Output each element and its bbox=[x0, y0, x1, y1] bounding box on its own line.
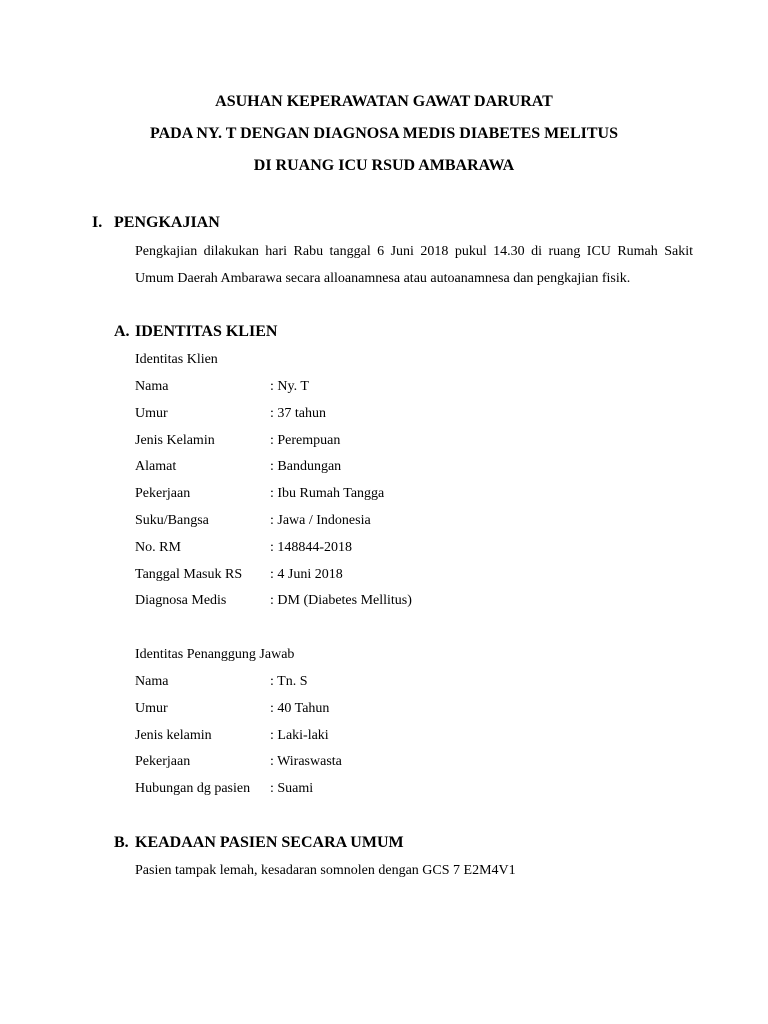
identity-label: Nama bbox=[135, 674, 169, 689]
document-title-line-1: ASUHAN KEPERAWATAN GAWAT DARURAT bbox=[215, 93, 553, 110]
identity-value: : 148844-2018 bbox=[270, 539, 353, 555]
identity-value: : Bandungan bbox=[270, 459, 342, 475]
identity-label: Umur bbox=[135, 700, 168, 716]
identity-value: : Perempuan bbox=[270, 432, 341, 448]
section-number: B. bbox=[114, 834, 129, 851]
section-keadaan-umum-heading bbox=[114, 833, 404, 853]
identity-value: : Ny. T bbox=[270, 379, 309, 394]
identity-value: : 4 Juni 2018 bbox=[270, 566, 343, 582]
section-title: PENGKAJIAN bbox=[114, 214, 220, 231]
identity-label: Nama bbox=[135, 379, 169, 394]
identity-label: Alamat bbox=[135, 459, 177, 475]
identity-label: Suku/Bangsa bbox=[135, 513, 209, 528]
pengkajian-paragraph-line-2: Umum Daerah Ambarawa secara alloanamnesa atau autoanamnesa dan pengkajian fisik. bbox=[135, 271, 631, 286]
identity-label: Diagnosa Medis bbox=[135, 593, 227, 609]
identity-value: : Jawa / Indonesia bbox=[270, 513, 371, 528]
guardian-identity-subtitle: Identitas Penanggung Jawab bbox=[135, 647, 295, 662]
section-pengkajian-heading bbox=[92, 213, 220, 233]
identity-value: : Wiraswasta bbox=[270, 754, 342, 770]
identity-value: : 37 tahun bbox=[270, 405, 326, 421]
pengkajian-paragraph-line-1: Pengkajian dilakukan hari Rabu tanggal 6 Juni 2018 pukul 14.30 di ruang ICU Rumah Sakit bbox=[135, 244, 693, 259]
identity-label: Jenis Kelamin bbox=[135, 432, 215, 448]
identity-value: : Suami bbox=[270, 781, 314, 797]
document-title-line-2: PADA NY. T DENGAN DIAGNOSA MEDIS DIABETES MELITUS bbox=[150, 125, 618, 142]
keadaan-umum-text: Pasien tampak lemah, kesadaran somnolen dengan GCS 7 E2M4V1 bbox=[135, 863, 516, 878]
document-title-line-3: DI RUANG ICU RSUD AMBARAWA bbox=[253, 157, 515, 174]
identity-value: : Laki-laki bbox=[270, 727, 329, 743]
identity-label: Tanggal Masuk RS bbox=[135, 566, 243, 582]
client-identity-subtitle: Identitas Klien bbox=[135, 352, 218, 367]
identity-value: : DM (Diabetes Mellitus) bbox=[270, 593, 412, 609]
identity-value: : Ibu Rumah Tangga bbox=[270, 486, 385, 502]
identity-label: Hubungan dg pasien bbox=[135, 781, 251, 797]
section-identitas-klien-heading bbox=[114, 322, 277, 342]
identity-label: No. RM bbox=[135, 539, 181, 555]
identity-label: Pekerjaan bbox=[135, 486, 191, 502]
section-title: KEADAAN PASIEN SECARA UMUM bbox=[135, 834, 404, 851]
identity-label: Jenis kelamin bbox=[135, 727, 212, 743]
identity-value: : 40 Tahun bbox=[270, 700, 330, 716]
section-title: IDENTITAS KLIEN bbox=[135, 323, 278, 340]
identity-label: Pekerjaan bbox=[135, 754, 191, 770]
identity-value: : Tn. S bbox=[270, 674, 308, 689]
section-number: A. bbox=[114, 323, 130, 340]
section-number: I. bbox=[92, 214, 103, 231]
identity-label: Umur bbox=[135, 405, 168, 421]
